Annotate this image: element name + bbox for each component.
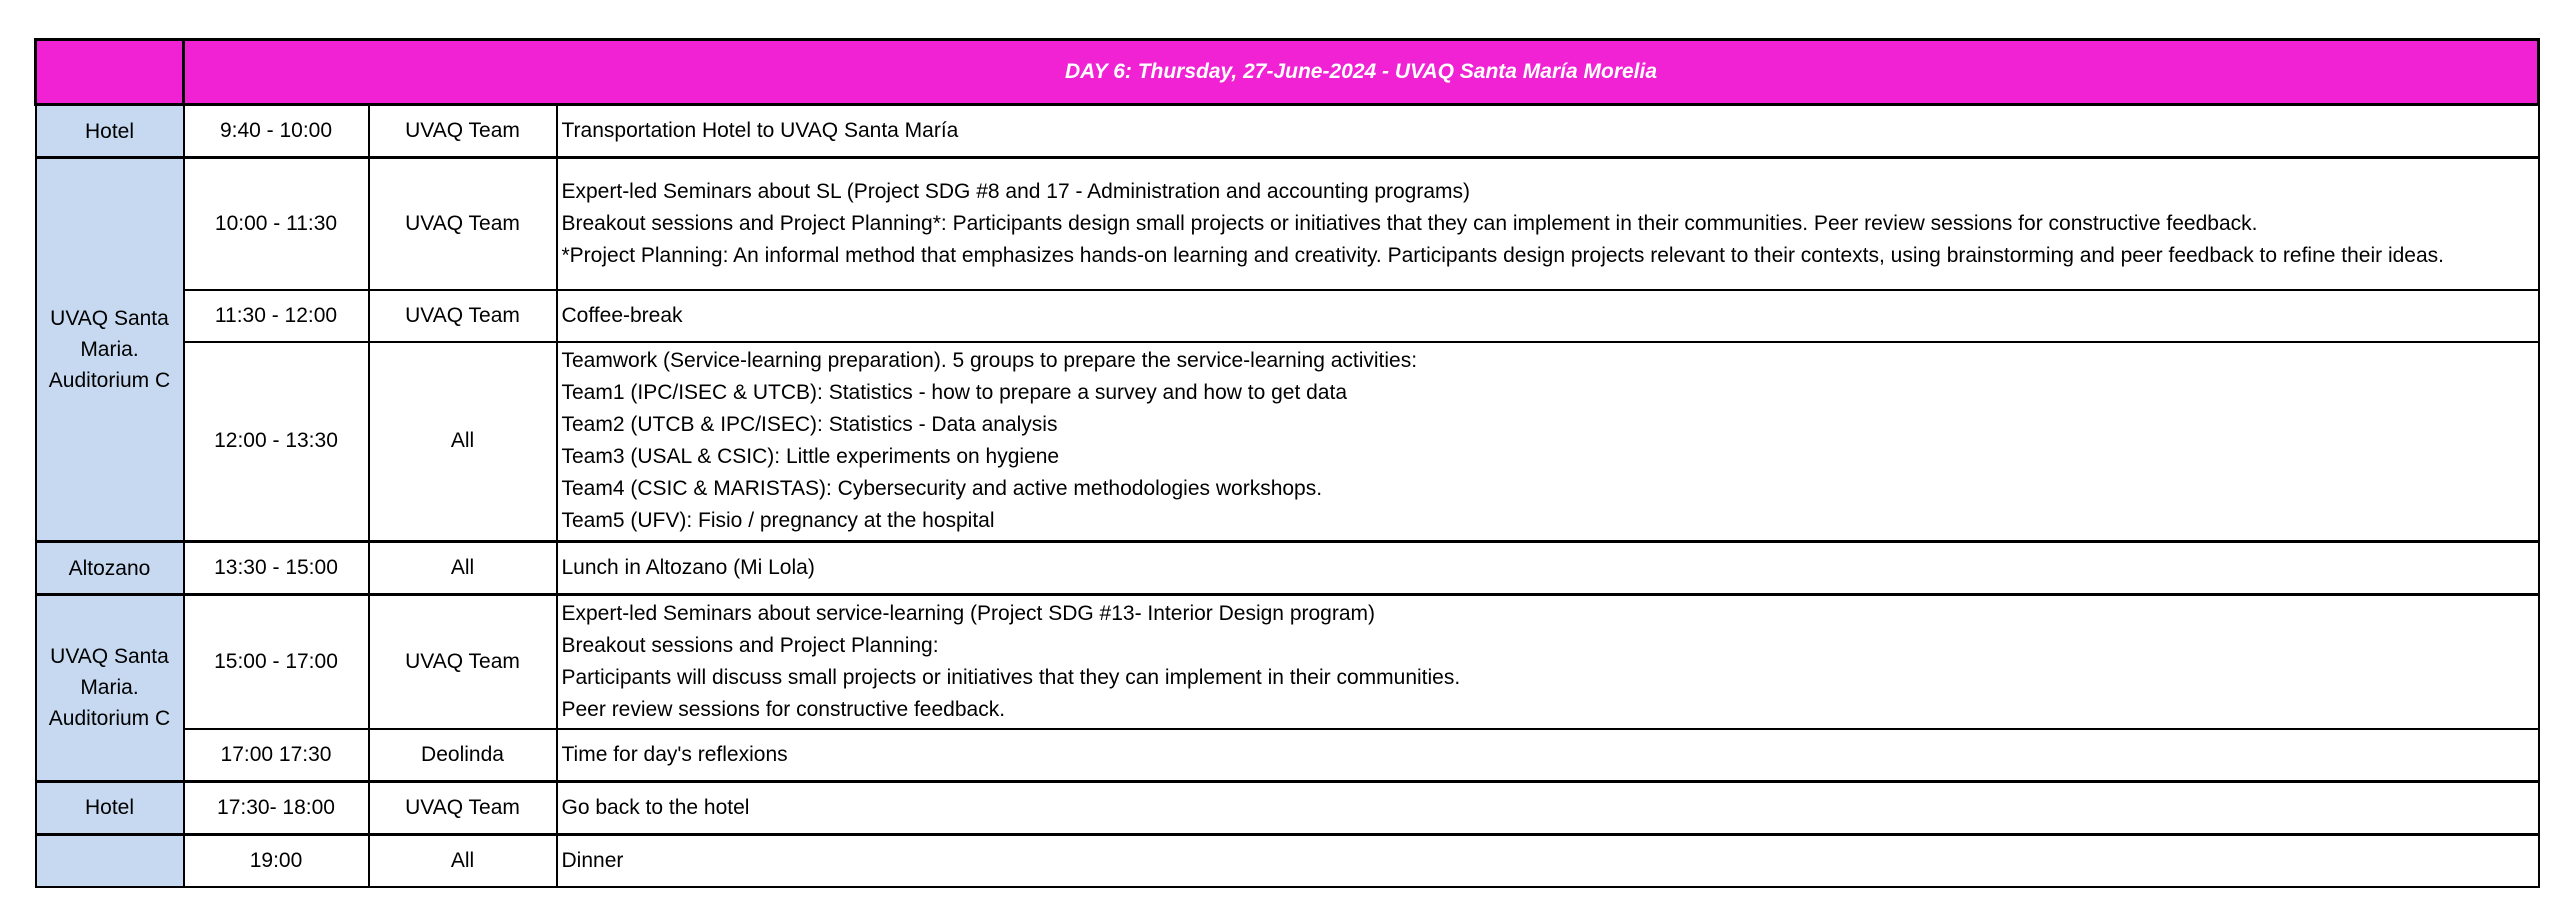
table-row	[36, 781, 2539, 834]
activity-cell	[557, 105, 2539, 158]
table-row	[36, 834, 2539, 887]
activity-line: Team5 (UFV): Fisio / pregnancy at the hospital	[561, 509, 995, 533]
time-cell: 10:00 - 11:30	[184, 158, 369, 290]
activity-line: Coffee-break	[561, 303, 683, 327]
responsible-cell: All	[369, 542, 557, 595]
activity-line: Participants will discuss small projects or initiatives that they can implement in their communities.	[561, 665, 1461, 689]
activity-cell	[557, 595, 2539, 729]
activity-cell	[557, 729, 2539, 782]
activity-line: Breakout sessions and Project Planning*: Participants design small projects or initiatives that they can implement in their communities. Peer review sessions for constructive feedback.	[561, 211, 2258, 235]
responsible-cell: Deolinda	[369, 729, 557, 782]
responsible-cell: UVAQ Team	[369, 290, 557, 342]
activity-line: Peer review sessions for constructive feedback.	[561, 697, 1006, 721]
responsible-cell: UVAQ Team	[369, 105, 557, 158]
location-cell: UVAQ Santa Maria. Auditorium C	[36, 595, 184, 782]
time-cell: 13:30 - 15:00	[184, 542, 369, 595]
activity-line: Expert-led Seminars about service-learning (Project SDG #13- Interior Design program)	[561, 601, 1376, 625]
activity-cell	[557, 342, 2539, 542]
schedule-table	[34, 38, 2540, 888]
activity-line: Team3 (USAL & CSIC): Little experiments on hygiene	[561, 445, 1060, 469]
table-row	[36, 290, 2539, 342]
time-cell: 9:40 - 10:00	[184, 105, 369, 158]
time-cell: 17:00 17:30	[184, 729, 369, 782]
activity-line: Team4 (CSIC & MARISTAS): Cybersecurity and active methodologies workshops.	[561, 477, 1323, 501]
activity-line: Teamwork (Service-learning preparation). 5 groups to prepare the service-learning activities:	[561, 349, 1418, 373]
header-corner-cell	[36, 40, 184, 105]
responsible-cell: UVAQ Team	[369, 595, 557, 729]
activity-line: Time for day's reflexions	[561, 742, 788, 766]
activity-cell	[557, 834, 2539, 887]
activity-line: Breakout sessions and Project Planning:	[561, 633, 939, 657]
activity-cell	[557, 542, 2539, 595]
day-title: DAY 6: Thursday, 27-June-2024 - UVAQ Santa María Morelia	[184, 40, 2539, 105]
location-cell: Hotel	[36, 781, 184, 834]
time-cell: 15:00 - 17:00	[184, 595, 369, 729]
responsible-cell: UVAQ Team	[369, 158, 557, 290]
table-row	[36, 105, 2539, 158]
location-cell: UVAQ Santa Maria. Auditorium C	[36, 158, 184, 542]
time-cell: 17:30- 18:00	[184, 781, 369, 834]
activity-cell	[557, 158, 2539, 290]
activity-line: *Project Planning: An informal method that emphasizes hands-on learning and creativity. Participants design projects relevant to their contexts, using brainstorming and peer feedback to refine their ideas.	[561, 243, 2444, 267]
time-cell: 11:30 - 12:00	[184, 290, 369, 342]
table-row	[36, 595, 2539, 729]
responsible-cell: All	[369, 342, 557, 542]
table-row	[36, 342, 2539, 542]
header-row	[36, 40, 2539, 105]
location-cell: Altozano	[36, 542, 184, 595]
activity-line: Transportation Hotel to UVAQ Santa María	[561, 119, 959, 142]
location-cell	[36, 834, 184, 887]
table-row	[36, 158, 2539, 290]
responsible-cell: UVAQ Team	[369, 781, 557, 834]
activity-line: Team2 (UTCB & IPC/ISEC): Statistics - Data analysis	[561, 413, 1058, 437]
activity-line: Dinner	[561, 848, 624, 872]
activity-line: Team1 (IPC/ISEC & UTCB): Statistics - how to prepare a survey and how to get data	[561, 381, 1348, 405]
activity-line: Expert-led Seminars about SL (Project SDG #8 and 17 - Administration and accounting programs)	[561, 179, 1471, 203]
time-cell: 12:00 - 13:30	[184, 342, 369, 542]
activity-cell	[557, 290, 2539, 342]
location-cell: Hotel	[36, 105, 184, 158]
activity-line: Go back to the hotel	[561, 795, 750, 819]
table-row	[36, 729, 2539, 782]
activity-cell	[557, 781, 2539, 834]
time-cell: 19:00	[184, 834, 369, 887]
table-row	[36, 542, 2539, 595]
activity-line: Lunch in Altozano (Mi Lola)	[561, 556, 815, 579]
responsible-cell: All	[369, 834, 557, 887]
